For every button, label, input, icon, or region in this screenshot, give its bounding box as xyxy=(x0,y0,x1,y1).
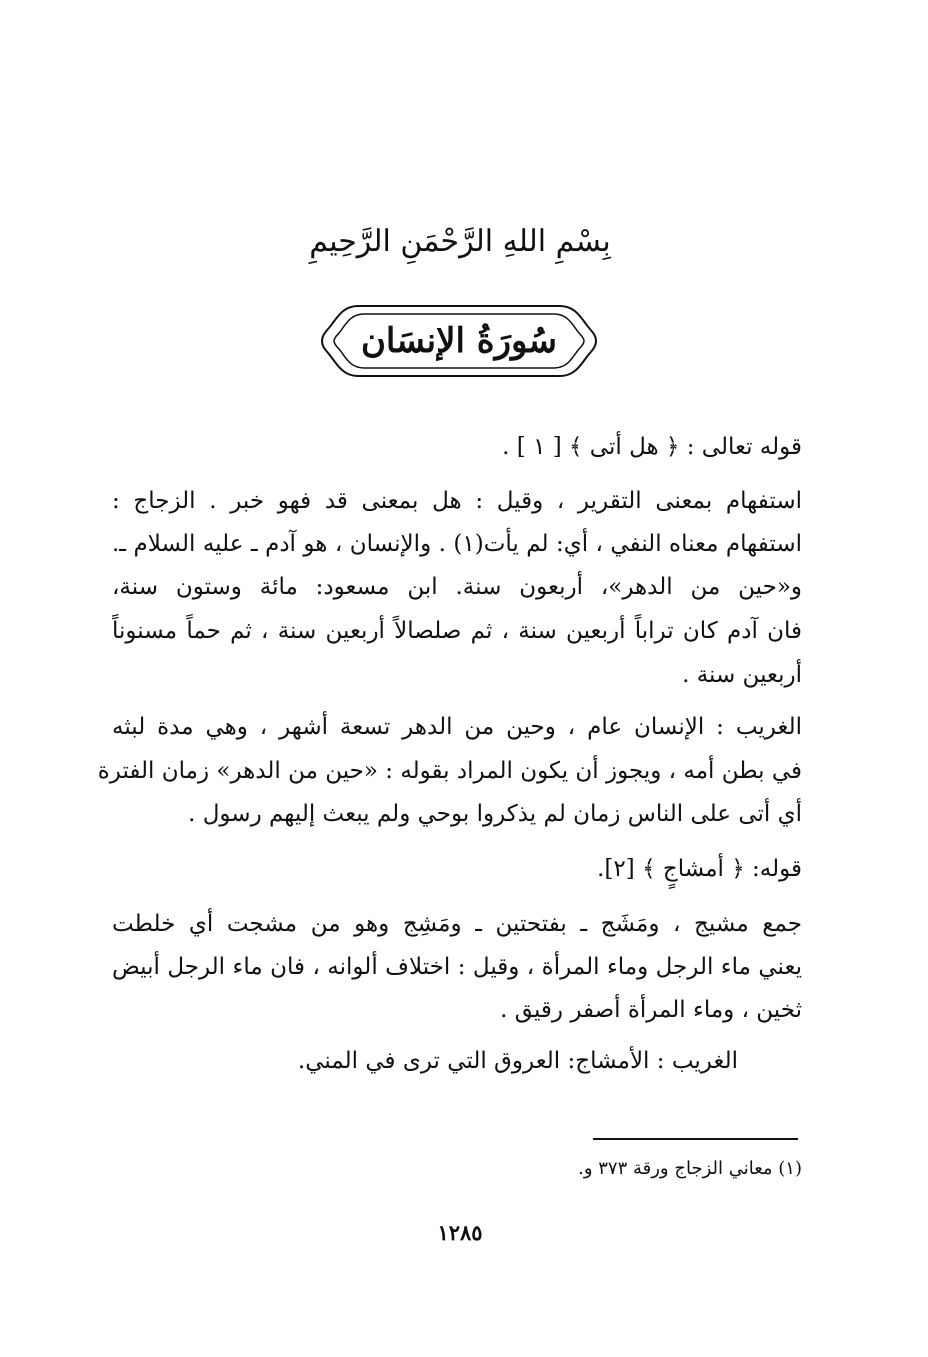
body-line: الغريب : الإنسان عام ، وحين من الدهر تسعة أشهر ، وهي مدة لبثه xyxy=(112,714,802,740)
body-line: استفهام بمعنى التقرير ، وقيل : هل بمعنى قد فهو خبر . الزجاج : xyxy=(112,488,802,514)
surah-title-frame xyxy=(318,300,600,382)
body-line: ثخين ، وماء المرأة أصفر رقيق . xyxy=(500,997,802,1023)
body-line: فان آدم كان تراباً أربعين سنة ، ثم صلصالاً أربعين سنة ، ثم حماً مسنوناً xyxy=(112,618,802,644)
page-number: ١٢٨٥ xyxy=(437,1220,483,1245)
footnote-divider xyxy=(593,1138,798,1140)
body-line: و«حين من الدهر»، أربعون سنة. ابن مسعود: مائة وستون سنة، xyxy=(112,574,802,600)
basmala: بِسْمِ اللهِ الرَّحْمَنِ الرَّحِيمِ xyxy=(309,224,611,259)
body-line: أربعين سنة . xyxy=(682,662,802,688)
body-line: أي أتى على الناس زمان لم يذكروا بوحي ولم يبعث إليهم رسول . xyxy=(188,801,802,827)
body-line: استفهام معناه النفي ، أي: لم يأت(١) . والإنسان ، هو آدم ـ عليه السلام ـ. xyxy=(112,531,802,557)
body-line: في بطن أمه ، ويجوز أن يكون المراد بقوله : «حين من الدهر» زمان الفترة xyxy=(97,758,802,784)
verse-heading-2: قوله: ﴿ أمشاجٍ ﴾ [٢]. xyxy=(597,856,802,882)
surah-title: سُورَةُ الإنسَان xyxy=(360,321,558,361)
body-line: يعني ماء الرجل وماء المرأة ، وقيل : اختلاف ألوانه ، فان ماء الرجل أبيض xyxy=(112,954,802,980)
footnote: (١) معاني الزجاج ورقة ٣٧٣ و. xyxy=(578,1158,802,1179)
body-line: جمع مشيج ، ومَشَج ـ بفتحتين ـ ومَشِج وهو من مشجت أي خلطت xyxy=(112,911,802,937)
verse-heading-1: قوله تعالى : ﴿ هل أتى ﴾ [ ١ ] . xyxy=(502,434,802,460)
body-line: الغريب : الأمشاج: العروق التي ترى في المني. xyxy=(297,1048,738,1074)
